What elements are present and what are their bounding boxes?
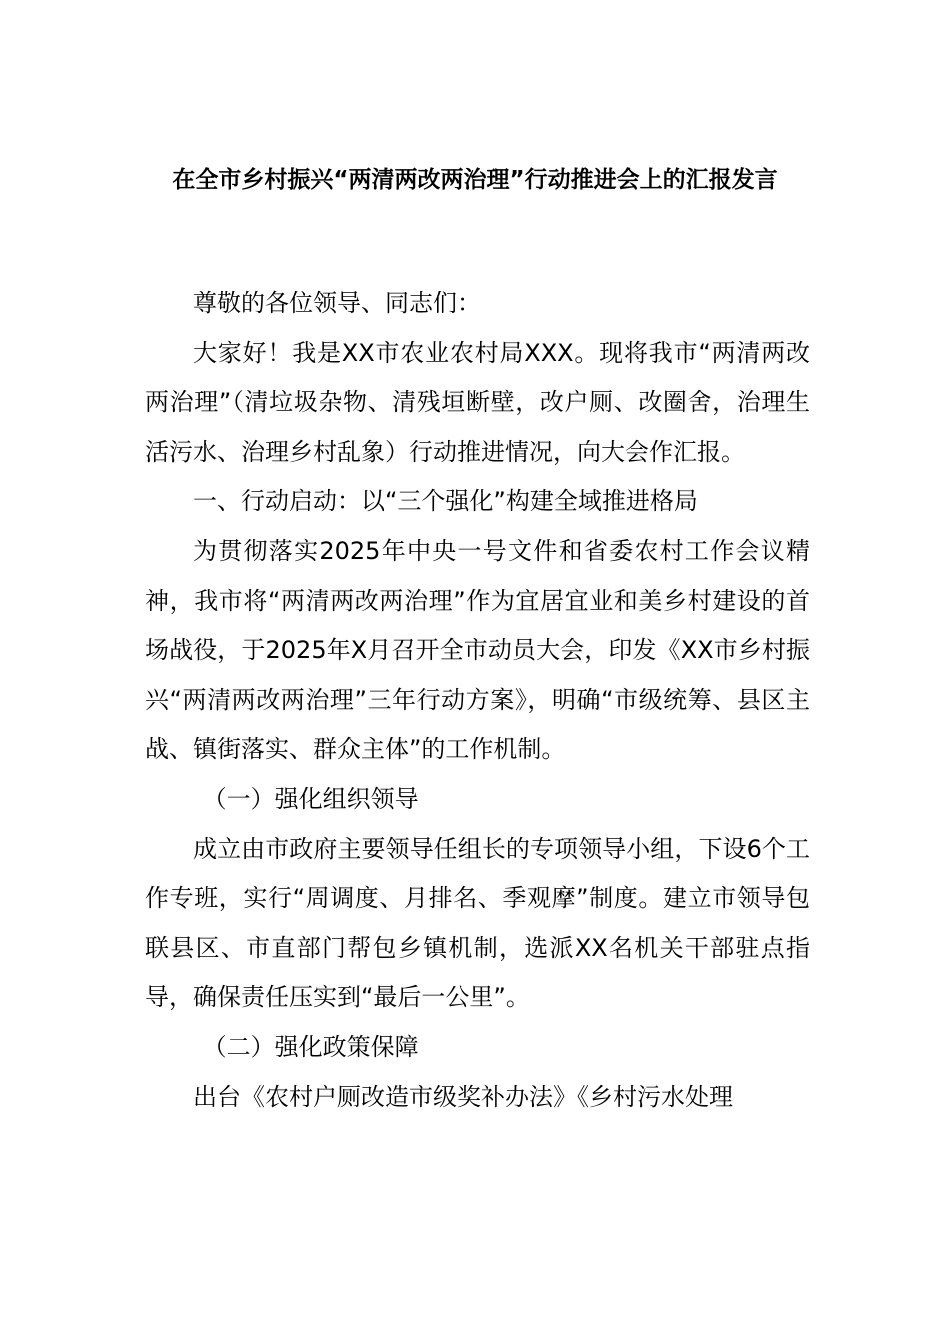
subsection-heading-1: （一）强化组织领导 (202, 784, 419, 813)
section-heading-1: 一、行动启动：以“三个强化”构建全域推进格局 (193, 487, 698, 516)
paragraph-subsection-1: 成立由市政府主要领导任组长的专项领导小组，下设6个工作专班，实行“周调度、月排名、季观摩”制度。建立市领导包联县区、市直部门帮包乡镇机制，选派XX名机关干部驻点指导，确保责任压实到“最后一公里”。 (145, 834, 810, 1012)
paragraph-section-1: 为贯彻落实2025年中央一号文件和省委农村工作会议精神，我市将“两清两改两治理”作为宜居宜业和美乡村建设的首场战役，于2025年X月召开全市动员大会，印发《XX市乡村振兴“两清两改两治理”三年行动方案》，明确“市级统筹、县区主战、镇街落实、群众主体”的工作机制。 (145, 536, 810, 764)
subsection-heading-2: （二）强化政策保障 (202, 1032, 419, 1061)
document-body (145, 279, 810, 1122)
paragraph-intro: 大家好！我是XX市农业农村局XXX。现将我市“两清两改两治理”（清垃圾杂物、清残垣断壁，改户厕、改圈舍，治理生活污水、治理乡村乱象）行动推进情况，向大会作汇报。 (145, 338, 810, 466)
paragraph-subsection-2: 出台《农村户厕改造市级奖补办法》《乡村污水处理 (193, 1082, 733, 1111)
salutation: 尊敬的各位领导、同志们： (193, 289, 481, 317)
document-title: 在全市乡村振兴“两清两改两治理”行动推进会上的汇报发言 (172, 167, 778, 193)
